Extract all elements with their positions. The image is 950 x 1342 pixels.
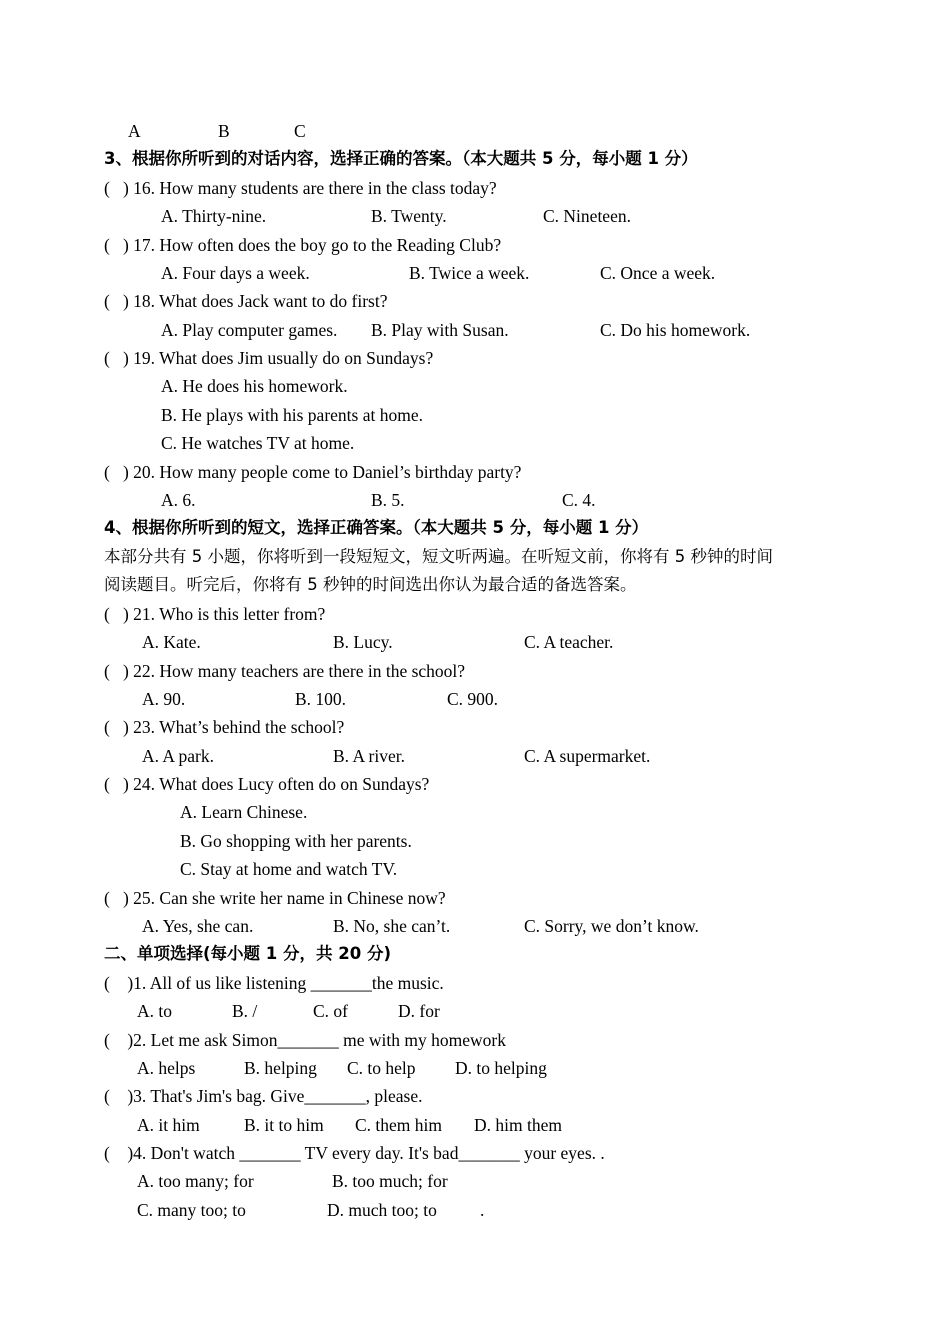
question-18: ( ) 18. What does Jack want to do first? (104, 291, 388, 311)
q20-option-c: C. 4. (562, 490, 596, 510)
q17-option-b: B. Twice a week. (409, 263, 530, 283)
q24-option-c: C. Stay at home and watch TV. (180, 859, 398, 879)
mc-question-1: ( )1. All of us like listening _______the music. (104, 973, 444, 993)
label-b: B (218, 121, 230, 141)
q23-option-c: C. A supermarket. (524, 746, 651, 766)
mc-question-4: ( )4. Don't watch _______ TV every day. It's bad_______ your eyes. . (104, 1143, 605, 1163)
question-21: ( ) 21. Who is this letter from? (104, 604, 326, 624)
mc4-option-d: D. much too; to (327, 1200, 437, 1220)
q21-option-a: A. Kate. (142, 632, 201, 652)
question-17: ( ) 17. How often does the boy go to the Reading Club? (104, 235, 502, 255)
mc3-option-a: A. it him (137, 1115, 200, 1135)
mc3-option-c: C. them him (355, 1115, 443, 1135)
q18-option-a: A. Play computer games. (161, 320, 338, 340)
q21-option-b: B. Lucy. (333, 632, 393, 652)
mc-question-2: ( )2. Let me ask Simon_______ me with my homework (104, 1030, 506, 1050)
q21-option-c: C. A teacher. (524, 632, 614, 652)
q17-option-a: A. Four days a week. (161, 263, 310, 283)
question-19: ( ) 19. What does Jim usually do on Sundays? (104, 348, 434, 368)
q23-option-b: B. A river. (333, 746, 405, 766)
q22-option-b: B. 100. (295, 689, 347, 709)
q16-option-c: C. Nineteen. (543, 206, 631, 226)
mc2-option-b: B. helping (244, 1058, 317, 1078)
q18-option-b: B. Play with Susan. (371, 320, 509, 340)
question-24: ( ) 24. What does Lucy often do on Sundays? (104, 774, 430, 794)
q24-option-a: A. Learn Chinese. (180, 802, 308, 822)
mc2-option-c: C. to help (347, 1058, 416, 1078)
q19-option-a: A. He does his homework. (161, 376, 348, 396)
q19-option-b: B. He plays with his parents at home. (161, 405, 423, 425)
mc3-option-d: D. him them (474, 1115, 562, 1135)
mc1-option-d: D. for (398, 1001, 440, 1021)
q20-option-a: A. 6. (161, 490, 196, 510)
question-22: ( ) 22. How many teachers are there in the school? (104, 661, 466, 681)
q25-option-c: C. Sorry, we don’t know. (524, 916, 699, 936)
mc1-option-a: A. to (137, 1001, 172, 1021)
q16-option-a: A. Thirty-nine. (161, 206, 267, 226)
question-23: ( ) 23. What’s behind the school? (104, 717, 345, 737)
mc-question-3: ( )3. That's Jim's bag. Give_______, please. (104, 1086, 423, 1106)
q19-option-c: C. He watches TV at home. (161, 433, 355, 453)
mc4-trailing-dot: . (480, 1200, 485, 1220)
mc3-option-b: B. it to him (244, 1115, 324, 1135)
section4-intro-2: 阅读题目。听完后，你将有 5 秒钟的时间选出你认为最合适的备选答案。 (104, 575, 637, 594)
question-25: ( ) 25. Can she write her name in Chinese now? (104, 888, 446, 908)
mc2-option-d: D. to helping (455, 1058, 547, 1078)
label-c: C (294, 121, 306, 141)
q25-option-b: B. No, she can’t. (333, 916, 451, 936)
q22-option-a: A. 90. (142, 689, 186, 709)
q24-option-b: B. Go shopping with her parents. (180, 831, 412, 851)
question-20: ( ) 20. How many people come to Daniel’s birthday party? (104, 462, 522, 482)
mc1-option-b: B. / (232, 1001, 258, 1021)
mc2-option-a: A. helps (137, 1058, 196, 1078)
question-16: ( ) 16. How many students are there in the class today? (104, 178, 497, 198)
q25-option-a: A. Yes, she can. (142, 916, 254, 936)
q22-option-c: C. 900. (447, 689, 499, 709)
mc1-option-c: C. of (313, 1001, 348, 1021)
part2-header: 二、单项选择(每小题 1 分，共 20 分) (104, 944, 392, 963)
q16-option-b: B. Twenty. (371, 206, 447, 226)
section4-intro-1: 本部分共有 5 小题，你将听到一段短短文，短文听两遍。在听短文前，你将有 5 秒钟的时间 (104, 547, 773, 566)
q18-option-c: C. Do his homework. (600, 320, 751, 340)
q23-option-a: A. A park. (142, 746, 214, 766)
q20-option-b: B. 5. (371, 490, 405, 510)
label-a: A (128, 121, 141, 141)
q17-option-c: C. Once a week. (600, 263, 716, 283)
mc4-option-a: A. too many; for (137, 1171, 254, 1191)
section4-header: 4、根据你所听到的短文，选择正确答案。（本大题共 5 分，每小题 1 分） (104, 518, 649, 537)
mc4-option-b: B. too much; for (332, 1171, 448, 1191)
section3-header: 3、根据你所听到的对话内容，选择正确的答案。（本大题共 5 分，每小题 1 分） (104, 149, 698, 168)
mc4-option-c: C. many too; to (137, 1200, 246, 1220)
